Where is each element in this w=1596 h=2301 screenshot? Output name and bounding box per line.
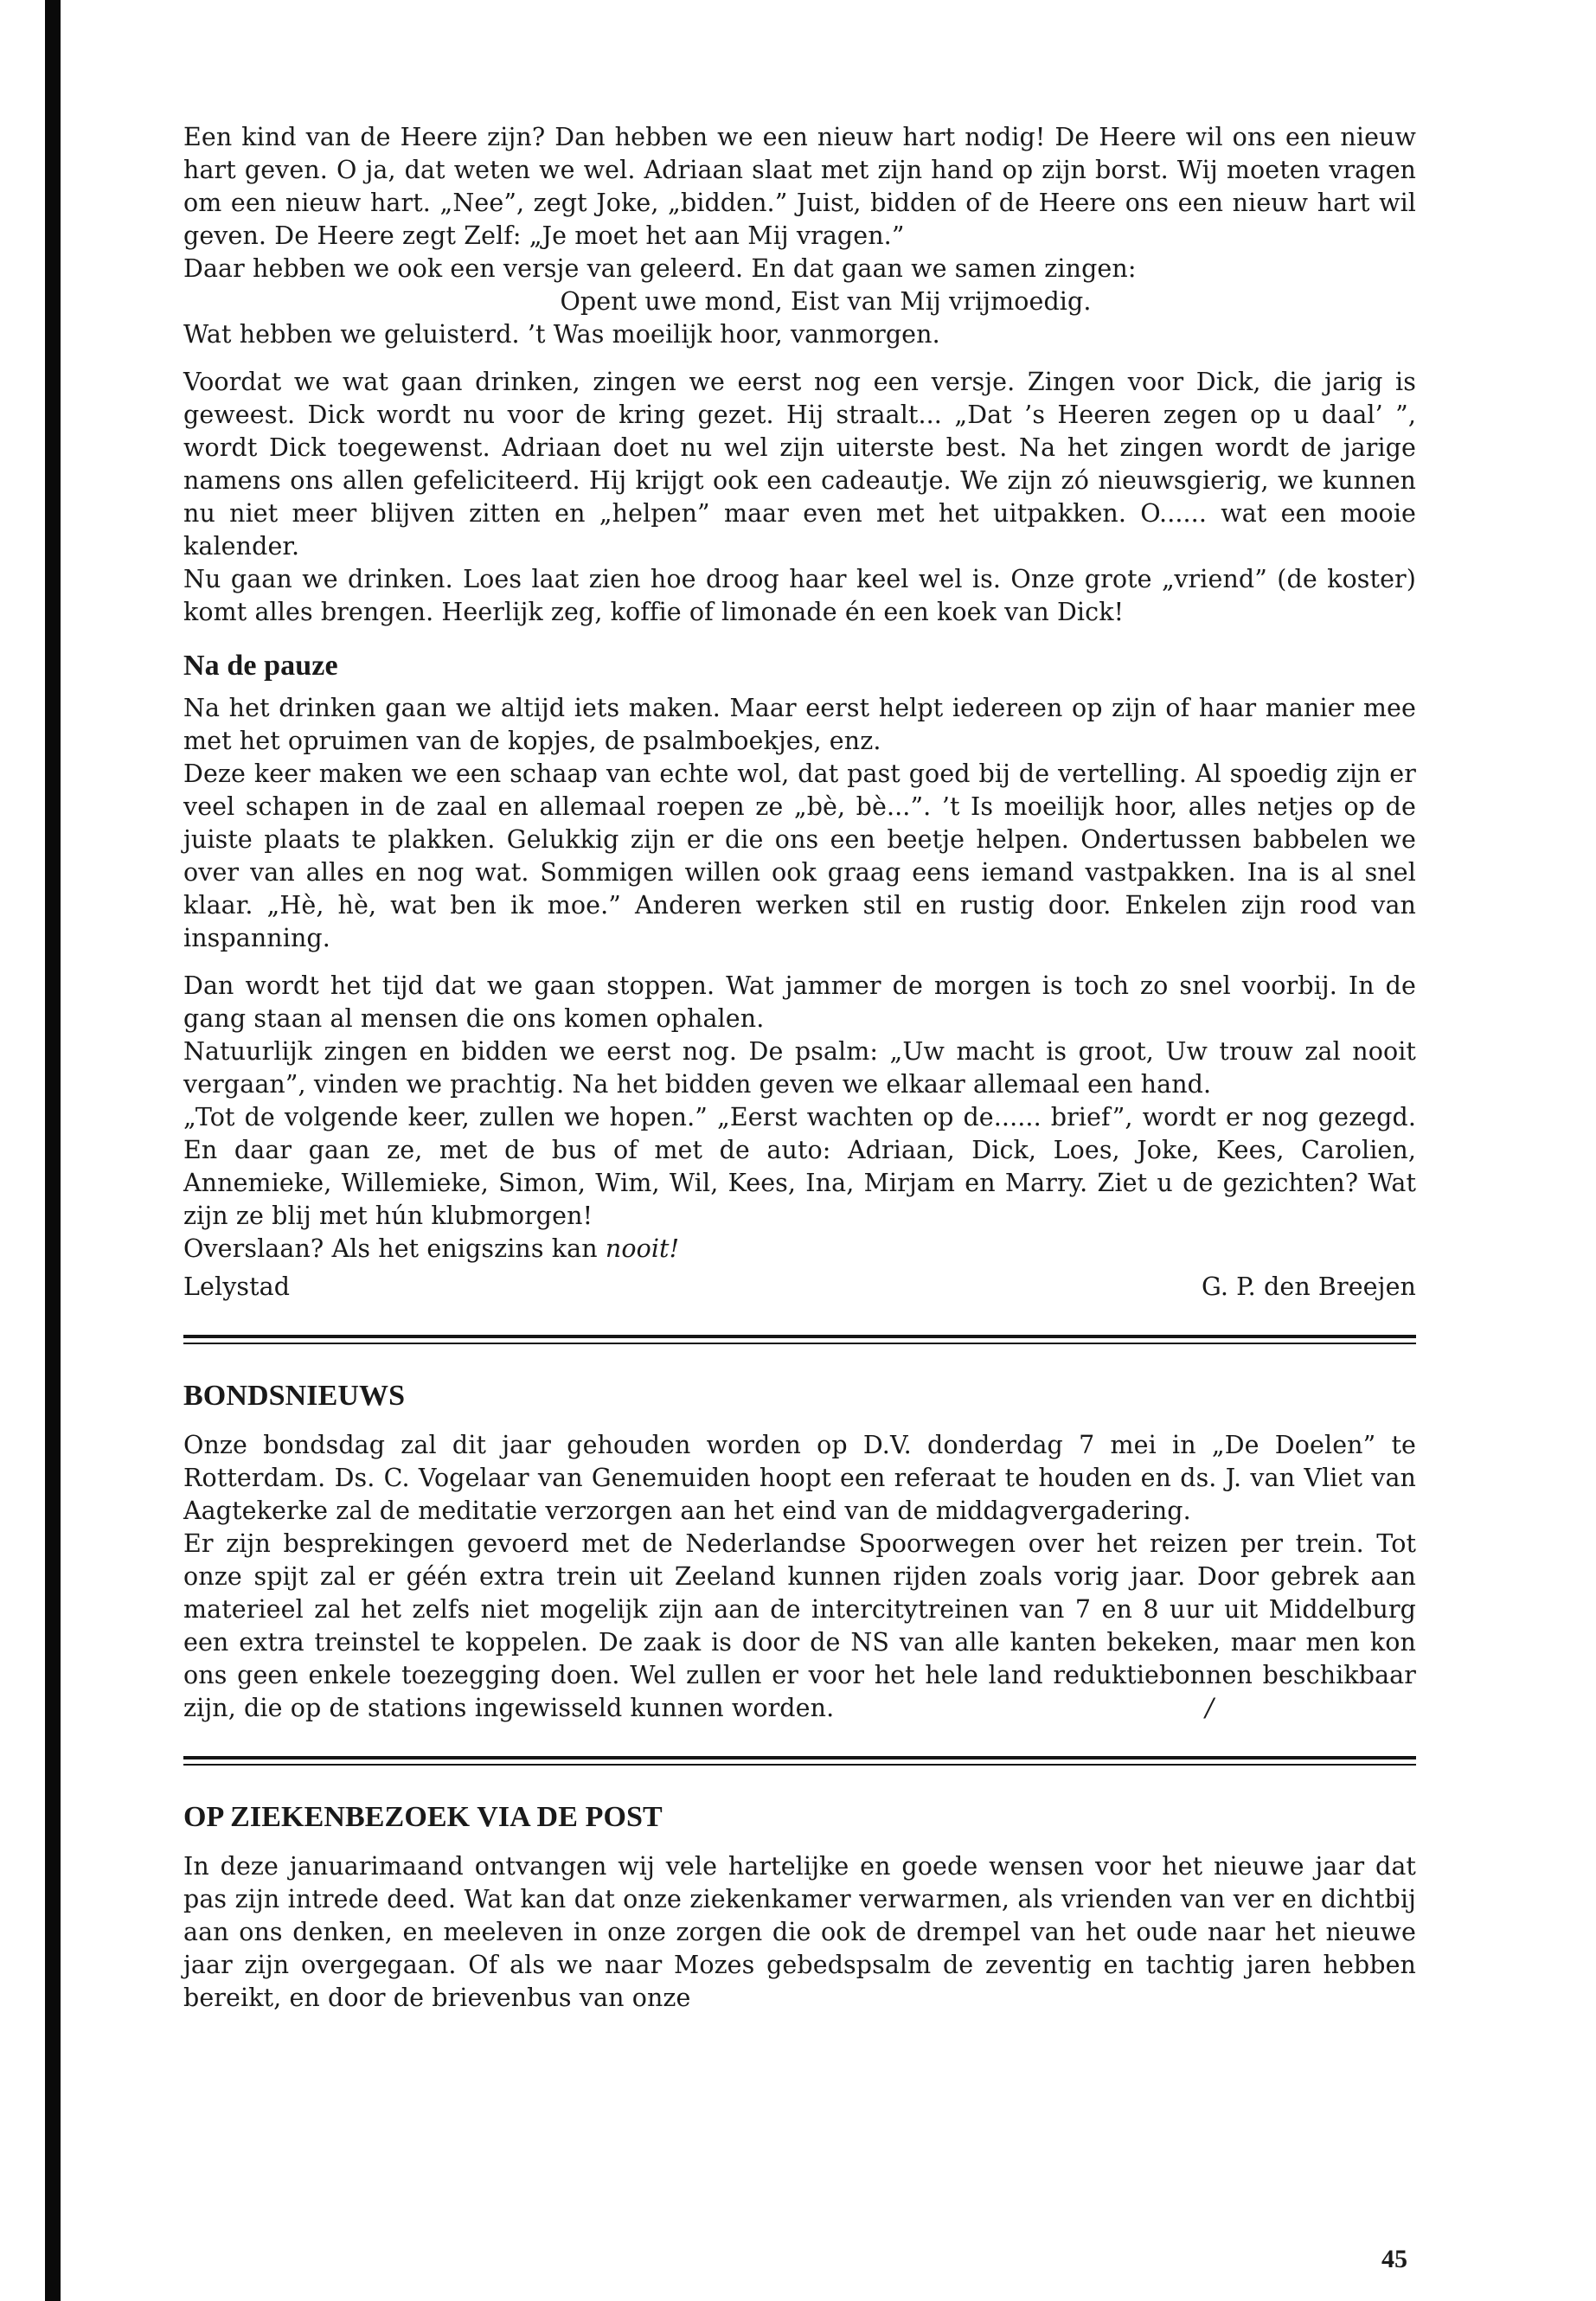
story-paragraph: „Tot de volgende keer, zullen we hopen.” „Eerst wachten op de...... brief”, wordt er nog gezegd. En daar gaan ze, met de bus of met de auto: Adriaan, Dick, Loes, Joke, Kees, Carolien, Annemieke, Willemieke, Simon, Wim, Wil, Kees, Ina, Mirjam en Marry. Ziet u de gezichten? Wat zijn ze blij met hún klubmorgen!	[183, 1103, 1416, 1230]
story-paragraph: Voordat we wat gaan drinken, zingen we eerst nog een versje. Zingen voor Dick, die jarig is geweest. Dick wordt nu voor de kring gezet. Hij straalt... „Dat ’s Heeren zegen op u daal’ ”, wordt Dick toegewenst. Adriaan doet nu wel zijn uiterste best. Na het zingen wordt de jarige namens ons allen gefeliciteerd. Hij krijgt ook een cadeautje. We zijn zó nieuwsgierig, we kunnen nu niet meer blijven zitten en „helpen” maar even met het uitpakken. O...... wat een mooie kalender.	[183, 368, 1416, 561]
news-paragraph	[183, 1528, 1416, 1725]
stray-mark: /	[1205, 1694, 1215, 1722]
story-paragraph: Natuurlijk zingen en bidden we eerst nog. De psalm: „Uw macht is groot, Uw trouw zal nooit vergaan”, vinden we prachtig. Na het bidden geven we elkaar allemaal een hand.	[183, 1037, 1416, 1099]
story-paragraph: Dan wordt het tijd dat we gaan stoppen. Wat jammer de morgen is toch zo snel voorbij. In de gang staan al mensen die ons komen ophalen.	[183, 971, 1416, 1033]
signature-place: Lelystad	[183, 1272, 291, 1301]
closing-lead: Overslaan? Als het enigszins kan	[183, 1234, 598, 1263]
closing-emphasis: nooit!	[605, 1234, 680, 1263]
divider-rule-thin	[183, 1343, 1416, 1344]
story-paragraph: Daar hebben we ook een versje van geleerd. En dat gaan we samen zingen:	[183, 254, 1137, 283]
news-paragraph: Onze bondsdag zal dit jaar gehouden worden op D.V. donderdag 7 mei in „De Doelen” te Rotterdam. Ds. C. Vogelaar van Genemuiden hoopt een referaat te houden en ds. J. van Vliet van Aagtekerke zal de meditatie verzorgen aan het eind van de middagvergadering.	[183, 1431, 1416, 1525]
song-verse: Opent uwe mond, Eist van Mij vrijmoedig.	[560, 287, 1092, 316]
story-paragraph: Wat hebben we geluisterd. ’t Was moeilijk hoor, vanmorgen.	[183, 320, 940, 349]
story-paragraph: Nu gaan we drinken. Loes laat zien hoe droog haar keel wel is. Onze grote „vriend” (de koster) komt alles brengen. Heerlijk zeg, koffie of limonade én een koek van Dick!	[183, 565, 1416, 626]
news-text: Er zijn besprekingen gevoerd met de Nederlandse Spoorwegen over het reizen per trein. Tot onze spijt zal er géén extra trein uit Zeeland kunnen rijden zoals vorig jaar. Door gebrek aan materieel zal het zelfs niet mogelijk zijn aan de intercitytreinen van 7 en 8 uur uit Middelburg een extra treinstel te koppelen. De zaak is door de NS van alle kanten bekeken, maar men kon ons geen enkele toezegging doen. Wel zullen er voor het hele land reduktiebonnen beschikbaar zijn, die op de stations ingewisseld kunnen worden.	[183, 1529, 1416, 1722]
section-heading-ziekenbezoek: OP ZIEKENBEZOEK VIA DE POST	[183, 1801, 663, 1833]
divider-rule-thick	[183, 1756, 1416, 1759]
story-paragraph: Deze keer maken we een schaap van echte wol, dat past goed bij de vertelling. Al spoedig zijn er veel schapen in de zaal en allemaal roepen ze „bè, bè...”. ’t Is moeilijk hoor, alles netjes op de juiste plaats te plakken. Gelukkig zijn er die ons een beetje helpen. Ondertussen babbelen we over van alles en nog wat. Sommigen willen ook graag eens iemand vastpakken. Ina is al snel klaar. „Hè, hè, wat ben ik moe.” Anderen werken stil en rustig door. Enkelen zijn rood van inspanning.	[183, 760, 1416, 952]
signature-author: G. P. den Breejen	[1202, 1272, 1416, 1301]
page-body	[183, 121, 1416, 2015]
page-number: 45	[1381, 2245, 1407, 2273]
signature-line	[183, 1271, 1416, 1304]
story-paragraph: Een kind van de Heere zijn? Dan hebben we een nieuw hart nodig! De Heere wil ons een nieuw hart geven. O ja, dat weten we wel. Adriaan slaat met zijn hand op zijn borst. Wij moeten vragen om een nieuw hart. „Nee”, zegt Joke, „bidden.” Juist, bidden of de Heere ons een nieuw hart wil geven. De Heere zegt Zelf: „Je moet het aan Mij vragen.”	[183, 123, 1416, 250]
story-paragraph	[183, 1233, 1416, 1266]
divider-rule-thin	[183, 1764, 1416, 1766]
section-heading-bondsnieuws: BONDSNIEUWS	[183, 1380, 406, 1412]
story-paragraph: Na het drinken gaan we altijd iets maken. Maar eerst helpt iedereen op zijn of haar manier mee met het opruimen van de kopjes, de psalmboekjes, enz.	[183, 694, 1416, 755]
section-divider	[183, 1756, 1416, 1766]
section-divider	[183, 1335, 1416, 1344]
section-heading-na-de-pauze: Na de pauze	[183, 650, 338, 682]
article-paragraph: In deze januarimaand ontvangen wij vele hartelijke en goede wensen voor het nieuwe jaar dat pas zijn intrede deed. Wat kan dat onze ziekenkamer verwarmen, als vrienden van ver en dichtbij aan ons denken, en meeleven in onze zorgen die ook de drempel van het oude naar het nieuwe jaar zijn overgegaan. Of als we naar Mozes gebedspsalm de zeventig en tachtig jaren hebben bereikt, en door de brievenbus van onze	[183, 1852, 1416, 2012]
divider-rule-thick	[183, 1335, 1416, 1338]
binding-edge	[45, 0, 61, 2301]
